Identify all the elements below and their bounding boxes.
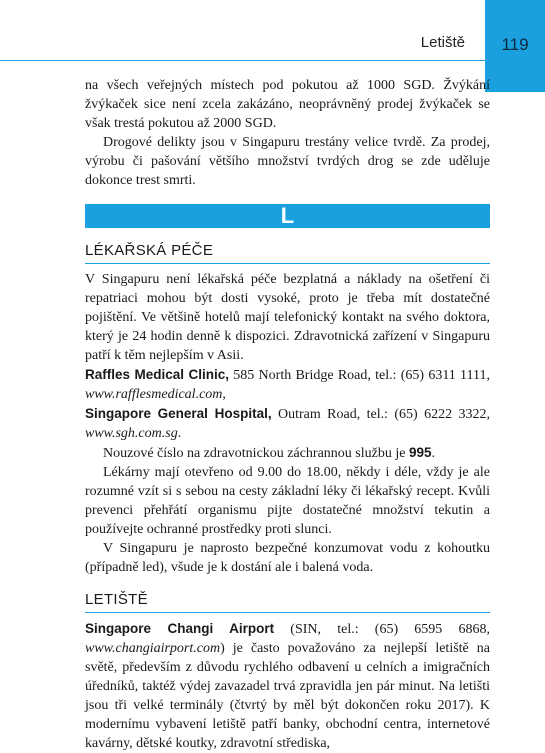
sgh-website: www.sgh.com.sg bbox=[85, 426, 178, 441]
raffles-entry: Raffles Medical Clinic, 585 North Bridge Road, tel.: (65) 6311 1111, www.rafflesmedical.com, bbox=[85, 367, 490, 402]
airport-paragraph: Singapore Changi Airport (SIN, tel.: (65) 6595 6868, www.changiairport.com) je často považováno za nejlepší letiště na světě, především z důvodu rychlého odbavení u celních a imigračních úředníků, taktéž výdej zavazadel trvá zpravidla jen pár minut. Na letišti jsou tři velké terminály (čtvrtý by měl být dokončen roku 2017). K modernímu vybavení letiště patří banky, obchodní centra, internetové kavárny, dětské koutky, zdravotní střediska, bbox=[85, 621, 490, 751]
medical-paragraph: V Singapuru není lékařská péče bezplatná a náklady na ošetření či repatriaci mohou být dosti vysoké, proto je třeba mít dostatečné pojištění. Ve většině hotelů mají telefonický kontakt na svého doktora, který je 24 hodin denně k dispozici. Zdravotnická zařízení v Singapuru patří k těm nejlepším v Asii. bbox=[85, 272, 490, 363]
page-number: 119 bbox=[485, 0, 545, 92]
section-letter-bar: L bbox=[85, 204, 490, 228]
airport-website: www.changiairport.com bbox=[85, 641, 221, 656]
airport-name: Singapore Changi Airport bbox=[85, 621, 275, 636]
sgh-address: Outram Road, tel.: (65) 6222 3322, bbox=[271, 407, 490, 422]
raffles-name: Raffles Medical Clinic, bbox=[85, 367, 230, 382]
page-header bbox=[0, 0, 485, 61]
intro-paragraph-1: na všech veřejných místech pod pokutou až 1000 SGD. Žvýkání žvýkaček sice není zcela zakázáno, neoprávněný prodej žvýkaček se však trestá pokutou až 2000 SGD. bbox=[85, 78, 490, 131]
page-body bbox=[85, 76, 490, 753]
raffles-address: 585 North Bridge Road, tel.: (65) 6311 1111, bbox=[229, 368, 490, 383]
pharmacy-paragraph: Lékárny mají otevřeno od 9.00 do 18.00, někdy i déle, vždy je ale rozumné vzít si s sebou na cesty základní léky či lékařský recept. Kvůli prevenci přehřátí organismu pijte dostatečné množství tekutin a používejte ochranné prostředky proti slunci. bbox=[85, 465, 490, 537]
section-heading-airport: LETIŠTĚ bbox=[85, 591, 490, 613]
emergency-paragraph: Nouzové číslo na zdravotnickou záchrannou službu je 995. bbox=[103, 445, 435, 461]
water-paragraph: V Singapuru je naprosto bezpečné konzumovat vodu z kohoutku (případně led), všude je k dostání ale i balená voda. bbox=[85, 541, 490, 575]
raffles-website: www.rafflesmedical.com bbox=[85, 387, 223, 402]
intro-paragraph-2: Drogové delikty jsou v Singapuru trestány velice tvrdě. Za prodej, výrobu či pašování většího množství tvrdých drog se zde uděluje dokonce trest smrti. bbox=[85, 135, 490, 188]
emergency-number: 995 bbox=[408, 445, 432, 460]
sgh-name: Singapore General Hospital, bbox=[85, 406, 272, 421]
sgh-entry: Singapore General Hospital, Outram Road, tel.: (65) 6222 3322, www.sgh.com.sg. bbox=[85, 406, 490, 441]
running-head: Letiště bbox=[420, 34, 465, 51]
section-heading-medical: LÉKAŘSKÁ PÉČE bbox=[85, 242, 490, 264]
